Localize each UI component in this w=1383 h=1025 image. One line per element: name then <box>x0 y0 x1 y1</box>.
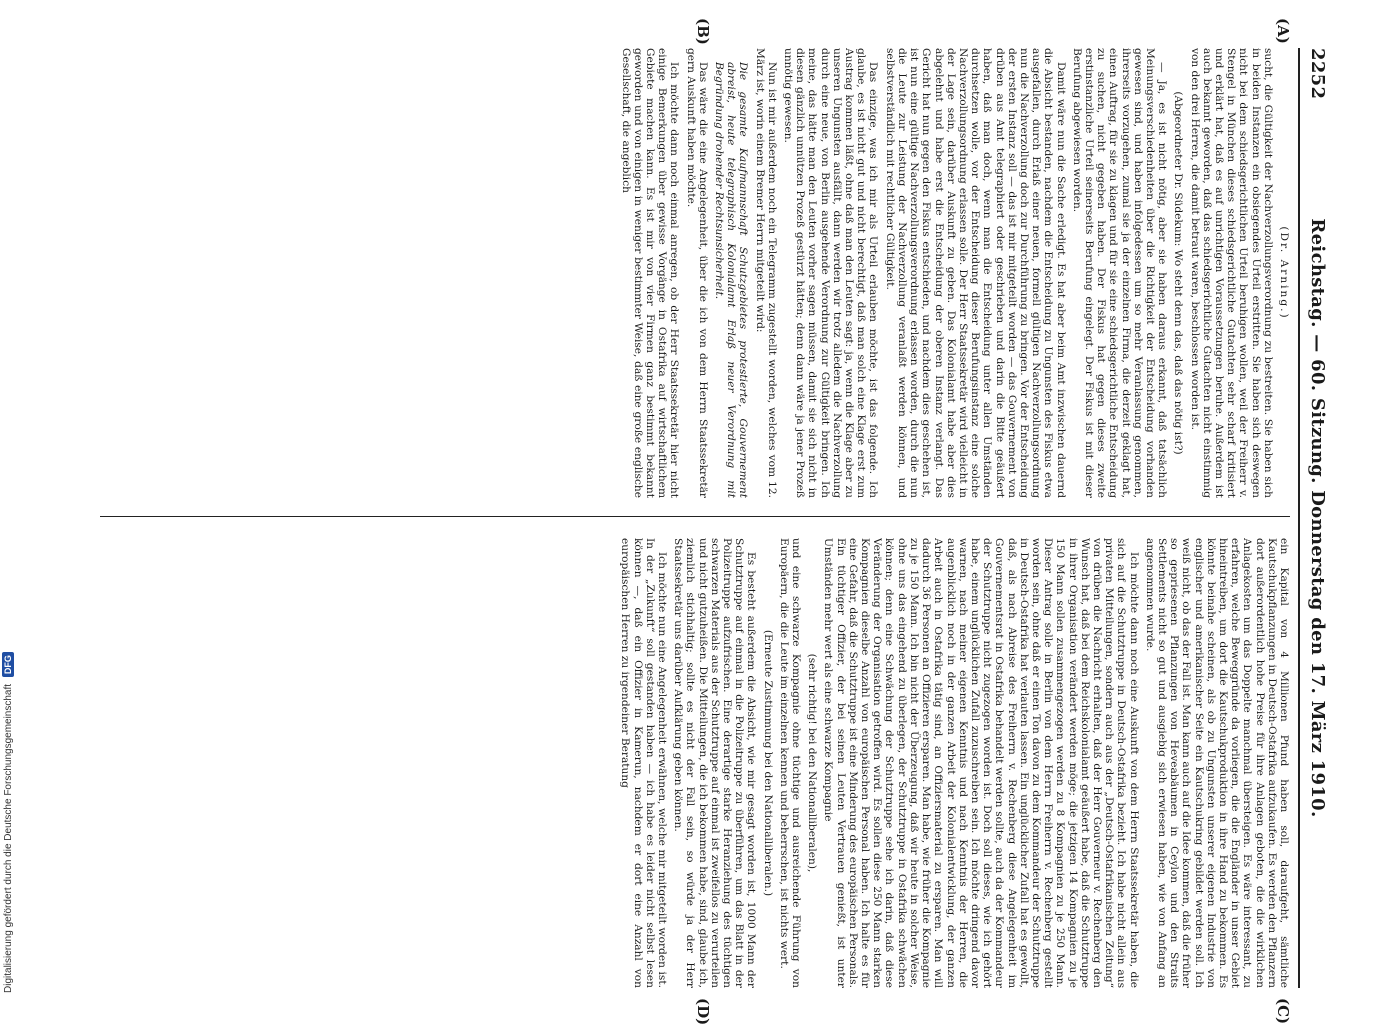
paragraph: — Ja, es ist nicht nötig, aber sie haben daraus erkannt, daß tatsächlich Meinungsverschiedenheiten über die Richtigkeit der Entscheidung vorhanden gewesen sind, und haben infolgedessen um so mehr Veranlassung genommen, ihrerseits vorzugehen, zumal sie ja der einzelnen Firma, die derzeit geklagt hat, einen Auftrag, für sie zu klagen und für sie eine schiedsgerichtliche Entscheidung zu suchen, nicht gegeben haben. Der Fiskus hat gegen dieses zweite erstinstanzliche Urteil seinerseits Berufung eingelegt. Der Fiskus ist mit dieser Berufung abgewiesen worden. <box>1070 48 1169 498</box>
paragraph: Das einzige, was ich mir als Urteil erlauben möchte, ist das folgende. Ich glaube, es ist nicht gut und nicht berechtigt, daß man solch eine Klage erst zum Austrag kommen läßt, ohne daß man den Leuten sagt: ja, wenn die Klage aber zu unseren Ungunsten ausfällt, dann werden wir trotz alledem die Nachverzollung durch eine neue, von Berlin ausgehende Verordnung zur Gültigkeit bringen. Ich meine, das hätte man den Leuten vorher sagen müssen, damit sie sich nicht in diesen gänzlich unnützen Prozeß gestürzt hätten; denn dann wäre ja jener Prozeß unnötig gewesen. <box>782 48 880 498</box>
newspaper-page <box>85 18 1330 1025</box>
paragraph: sucht, die Gültigkeit der Nachverzollungsverordnung zu bestreiten. Sie haben sich in beiden Instanzen ein obsiegendes Urteil erstritten. Sie haben sich deswegen nicht bei dem schiedsgerichtlichen Urteil beruhigen wollen, weil der Freiherr v. Stengel in München dieses schiedsgerichtliche Gutachten sehr scharf kritisiert und erklärt hat, daß es auf unrichtigen Voraussetzungen beruhe. Außerdem ist auch bekannt geworden, daß das schiedsgerichtliche Gutachten nicht einstimmig von den drei Herren, die damit betraut waren, beschlossen worden ist. <box>1188 48 1274 498</box>
paragraph: Nun ist mir außerdem noch ein Telegramm zugestellt worden, welches vom 12. März ist, worin einem Bremer Herrn mitgeteilt wird: <box>753 48 778 498</box>
paragraph: und eine schwarze Kompagnie ohne tüchtige und ausreichende Führung von Europäern, die die Leute im einzelnen kennen und beherrschen, ist nichts wert. <box>777 538 803 988</box>
margin-mark-c: (C) <box>1274 998 1292 1025</box>
digitization-credit <box>2 608 20 993</box>
telegram-quote: Die gesamte Kaufmannschaft Schutzgebietes protestierte, Gouvernement abreist, heute telegraphisch Kolonialamt Erlaß neuer Verordnung mit Begründung drohender Rechtsunsicherheit. <box>713 62 750 498</box>
paragraph: Ich möchte dann noch eine Auskunft von dem Herrn Staatssekretär haben, die sich auf die Schutztruppe in Deutsch-Ostafrika bezieht. Ich habe nicht allein aus privaten Mitteilungen, sondern auch aus der „Deutsch-Ostafrikanischen Zeitung“ von drüben die Nachricht erhalten, daß der Herr Gouverneur v. Rechenberg den Wunsch hat, daß bei dem Reichskolonialamt geäußert habe, daß die Schutztruppe in ihrer Organisation verändert werden möge; die jetzigen 14 Kompagnien zu je 150 Mann sollen zusammengezogen werden zu 8 Kompagnien zu je 250 Mann. Dieser Antrag solle in Berlin von dem Herrn Freiherrn v. Rechenberg gestellt worden sein, ohne daß er einen Ton davon zu dem Kommandeur der Schutztruppe in Deutsch-Ostafrika hat verlauten lassen. Ein unglücklicher Zufall hat es gewollt, daß, als nach Abreise des Freiherrn v. Rechenberg diese Angelegenheit im Gouvernementsrat in Ostafrika behandelt werden sollte, auch da der Kommandeur der Schutztruppe nicht zugezogen worden ist. Doch soll dieses, wie ich gehört habe, einem unglücklichen Zufall zuzuschreiben sein. Ich möchte dringend davor warnen, nach meiner eigenen Kenntnis und nach Kenntnis der Herren, die augenblicklich noch in der ganzen Arbeit der Kolonialentwicklung, der ganzen Arbeit auch in Ostafrika tätig sind, an Offiziersmaterial zu ersparen. Man will dadurch 36 Personen an Offizieren ersparen. Man habe, wie früher die Kompagnie zu je 150 Mann. Ich bin nicht der Überzeugung, daß wir heute in solcher Weise, ohne uns das eingehend zu überlegen, der Schutztruppe in Ostafrika schwächen können; denn eine Schwächung der Schutztruppe sehe ich darin, daß diese Veränderung der Organisation getroffen wird. Es sollen diese 250 Mann starken Kompagnien dieselbe Anzahl von europäischen Personal haben. Ich halte es für eine Gefahr, daß die Schutztruppe ist eine Minderung des europäischen Personals. Ein tüchtiger Offizier, der bei seinen Leuten Vertrauen genießt, ist unter Umständen mehr wert als eine schwarze Kompagnie <box>822 538 1140 988</box>
interjection: (Abgeordneter Dr. Südekum: Wo steht denn das, daß das nötig ist?) <box>1172 91 1185 455</box>
column-divider <box>100 516 1290 517</box>
credit-text: Digitalisierung gefördert durch die Deutsche Forschungsgemeinschaft <box>3 683 14 993</box>
paragraph: ein Kapital von 4 Millionen Pfund haben soll, daraufgeht, sämtliche Kautschukpflanzungen in Deutsch-Ostafrika aufzukaufen. Es werden den Pflanzern dort außerordentlich hohe Preise für ihre Anlagen geboten, die die wirklichen Anlagekosten um das Doppelte manchmal übersteigen. Es wäre interessant, zu erfahren, welche Beweggründe da vorliegen, die die Engländer in unser Gebiet hineintreiben, um dort die Kautschukproduktion in ihre Hand zu bekommen. Es könnte beinahe scheinen, als ob zu Ungunsten unserer eigenen Industrie von englischer und amerikanischer Seite ein Kautschukring gebildet werden soll. Ich weiß nicht, ob das der Fall ist. Man kann auch auf die Idee kommen, daß die früher so gepriesenen Pflanzungen von Heveabäumen in Ceylon und den Straits Settlements nicht so gut und ausgiebig sich erwiesen haben, wie von Anfang an angenommen wurde. <box>1143 538 1290 988</box>
paragraph: Damit wäre nun die Sache erledigt. Es hat aber beim Amt inzwischen dauernd die Absicht bestanden, nachdem die Entscheidung zu Ungunsten des Fiskus etwa ausgefallen, durch Erlaß einer neuen, formell gültigen Nachverzollungsordnung nun die Nachverzollung doch zur Durchführung zu bringen. Vor der Entscheidung der ersten Instanz soll — das ist mir mitgeteilt worden — das Gouvernement von drüben aus Amt telegraphiert oder geschrieben und darin die Bitte geäußert haben, daß man doch, wenn man die Entscheidung unter allen Umständen durchsetzen wolle, vor der Entscheidung dieser Berufungsinstanz eine solche Nachverzollungsordnung erlassen solle. Der Herr Staatssekretär wird vielleicht in der Lage sein, darüber Auskunft zu geben. Das Kolonialamt habe aber dies abgelehnt und habe erst die Entscheidung der oberen Instanz verlangt. Das Gericht hat nun gegen den Fiskus entschieden, und nachdem dies geschehen ist, ist nun eine gültige Nachverzollungsverordnung erlassen worden, durch die nun die Leute zur Leistung der Nachverzollung veranlaßt werden können, und selbstverständlich mit rechtlicher Gültigkeit. <box>883 48 1067 498</box>
paragraph: Ich möchte nun eine Angelegenheit erwähnen, welche mir mitgeteilt worden ist. In der „Zukunft“ soll gestanden haben — ich habe es leider nicht selbst lesen können —, daß ein Offizier in Kamerun, nachdem er dort eine Anzahl von europäischen Herren zu irgendeiner Beratung <box>619 538 669 988</box>
paragraph: Ich möchte dann noch einmal anregen, ob der Herr Staatssekretär hier nicht einige Bemerkungen über gewisse Vorgänge in Ostafrika auf wirtschaftlichem Gebiete machen kann. Es ist mir von vier Firmen ganz bestimmt bekannt geworden und von einigen in weniger bestimmter Weise, daß eine große englische Gesellschaft, die angeblich <box>619 48 681 498</box>
margin-mark-b: (B) <box>694 18 712 45</box>
right-column <box>100 538 1290 988</box>
paragraph: Es besteht außerdem die Absicht, wie mir gesagt worden ist, 1000 Mann der Schutztruppe auf einmal in die Polizeitruppe zu überführen, um das Blatt in der Polizeitruppe aufzufrischen. Eine derartige starke Heranziehung des tüchtigen schwarzen Materials aus der Schutztruppe auf einmal ist zweifellos zu verurteilen und nicht gutzuheißen. Die Mitteilungen, die ich bekommen habe, sind, glaube ich, ziemlich stichhaltig; sollte es nicht der Fall sein, so würde ja der Herr Staatssekretär uns darüber Aufklärung geben können. <box>672 538 758 988</box>
page-number: 2252 <box>1307 48 1328 100</box>
header-rule <box>1298 48 1300 988</box>
paragraph: Das wäre die eine Angelegenheit, über die ich von dem Herrn Staatssekretär gern Auskunft haben möchte. <box>684 48 709 498</box>
speaker-name: (Dr. Arning.) <box>1278 226 1290 320</box>
dfg-logo: DFG <box>2 652 14 677</box>
interjection: (sehr richtig! bei den Nationalliberalen), <box>806 653 819 873</box>
page-title: Reichstag. — 60. Sitzung. Donnerstag den 17. März 1910. <box>1307 218 1328 818</box>
interjection: (Erneute Zustimmung bei den Nationalliberalen.) <box>761 629 774 897</box>
margin-mark-a: (A) <box>1274 18 1292 44</box>
page-header <box>1300 48 1330 988</box>
margin-mark-d: (D) <box>694 998 712 1025</box>
left-column <box>100 48 1290 498</box>
